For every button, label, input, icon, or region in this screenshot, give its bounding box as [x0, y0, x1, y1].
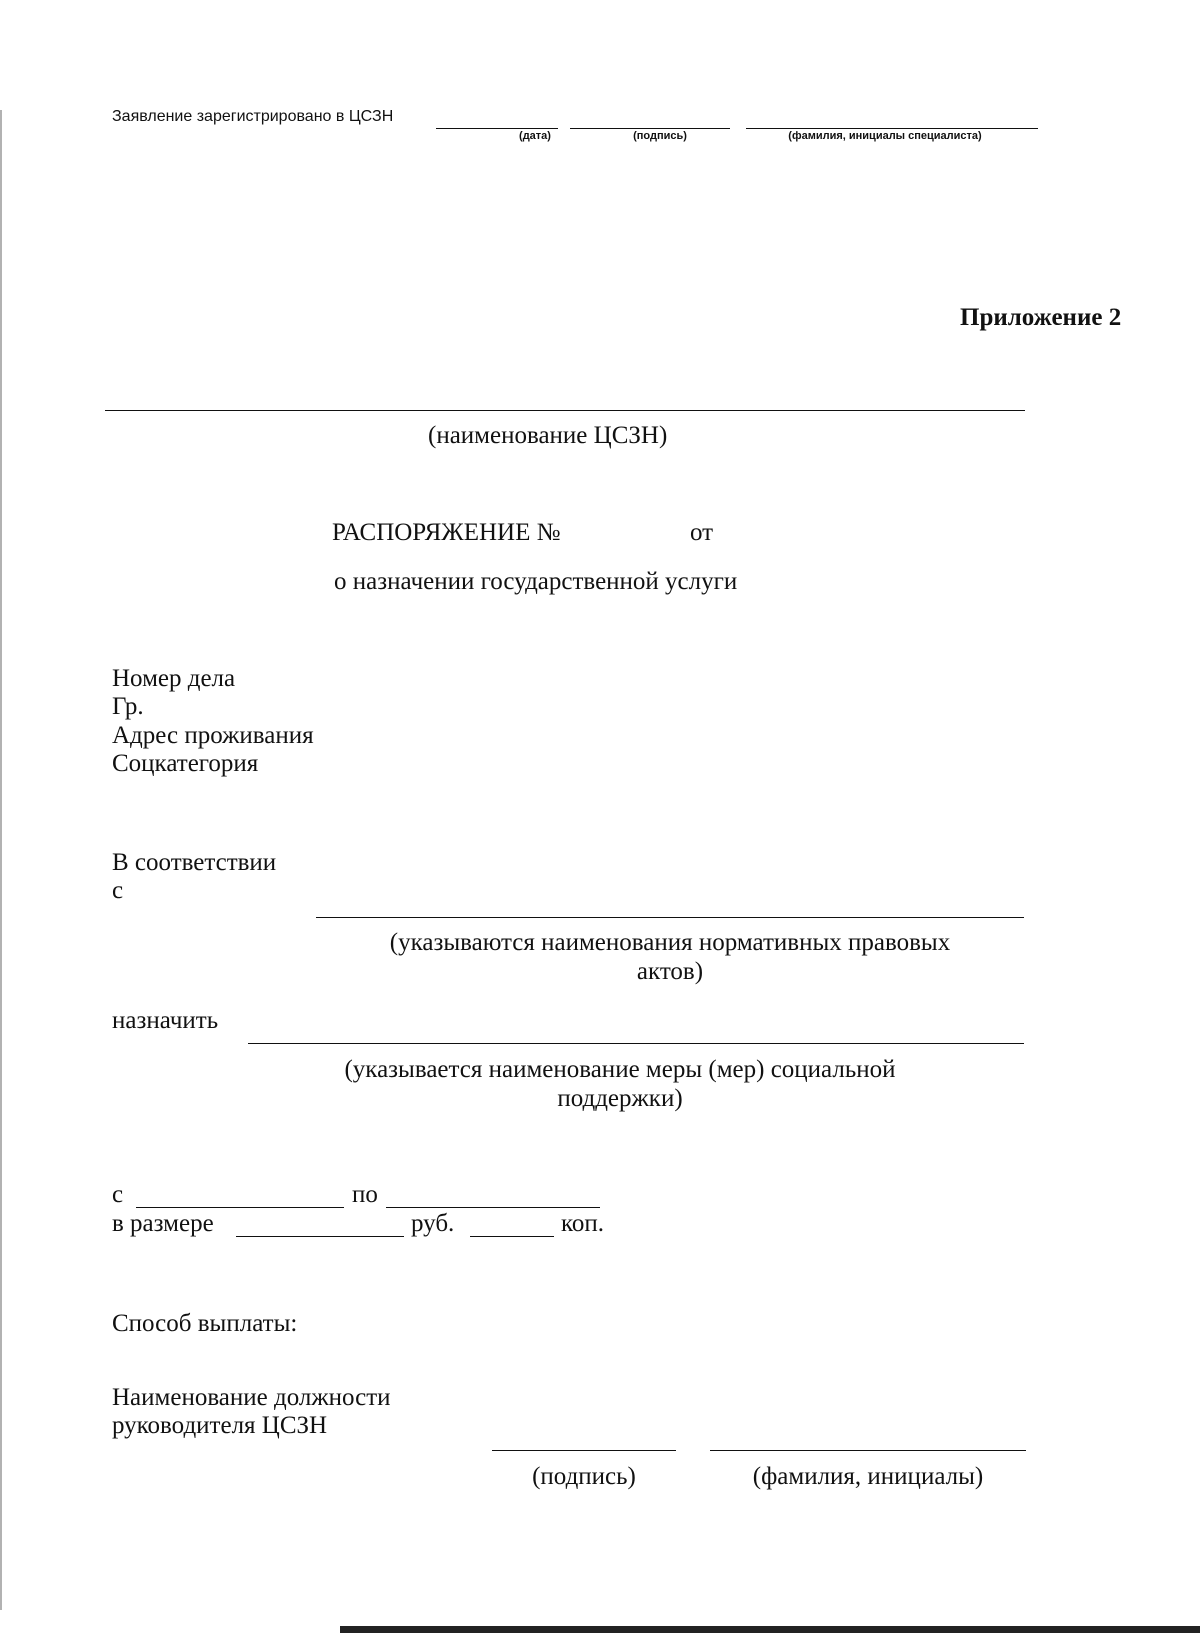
registration-specialist-line[interactable]: [746, 128, 1038, 129]
period-from-line[interactable]: [136, 1207, 344, 1208]
order-title: РАСПОРЯЖЕНИЕ №: [332, 519, 561, 546]
registration-label: Заявление зарегистрировано в ЦСЗН: [112, 108, 394, 125]
scan-left-edge: [0, 110, 2, 1610]
social-category-label: Соцкатегория: [112, 750, 259, 777]
period-to-label: по: [352, 1181, 378, 1208]
support-measure-line[interactable]: [248, 1043, 1024, 1044]
case-number-label: Номер дела: [112, 665, 236, 692]
support-measure-caption-1: (указывается наименование меры (мер) социальной: [344, 1056, 896, 1083]
period-from-label: с: [112, 1181, 124, 1208]
legal-acts-caption-2: актов): [636, 958, 704, 985]
registration-date-caption: (дата): [519, 130, 551, 142]
order-subject: о назначении государственной услуги: [334, 568, 738, 595]
kop-label: коп.: [561, 1210, 605, 1237]
registration-signature-caption: (подпись): [633, 130, 687, 142]
legal-acts-line[interactable]: [316, 917, 1024, 918]
amount-label: в размере: [112, 1210, 214, 1237]
support-measure-caption-2: поддержки): [557, 1085, 683, 1112]
registration-signature-line[interactable]: [570, 128, 730, 129]
head-signature-caption: (подпись): [532, 1463, 636, 1490]
period-to-line[interactable]: [386, 1207, 600, 1208]
head-position-line-1: Наименование должности: [112, 1384, 391, 1411]
org-name-line[interactable]: [105, 410, 1025, 411]
head-signature-line[interactable]: [492, 1450, 676, 1451]
amount-rub-line[interactable]: [236, 1236, 404, 1237]
registration-specialist-caption: (фамилия, инициалы специалиста): [788, 130, 982, 142]
head-name-line[interactable]: [710, 1450, 1026, 1451]
citizen-label: Гр.: [112, 693, 144, 720]
registration-date-line[interactable]: [436, 128, 558, 129]
accordance-label: В соответствии: [112, 849, 277, 876]
payment-method-label: Способ выплаты:: [112, 1310, 298, 1337]
amount-kop-line[interactable]: [470, 1236, 554, 1237]
address-label: Адрес проживания: [112, 722, 314, 749]
scan-bottom-edge: [340, 1626, 1200, 1633]
legal-acts-caption-1: (указываются наименования нормативных правовых: [389, 929, 951, 956]
head-position-line-2: руководителя ЦСЗН: [112, 1412, 328, 1439]
order-from: от: [690, 519, 714, 546]
org-caption: (наименование ЦСЗН): [428, 422, 668, 449]
appendix-label: Приложение 2: [960, 304, 1122, 331]
head-name-caption: (фамилия, инициалы): [752, 1463, 984, 1490]
accordance-with: с: [112, 877, 124, 904]
rub-label: руб.: [411, 1210, 455, 1237]
assign-label: назначить: [112, 1007, 219, 1034]
